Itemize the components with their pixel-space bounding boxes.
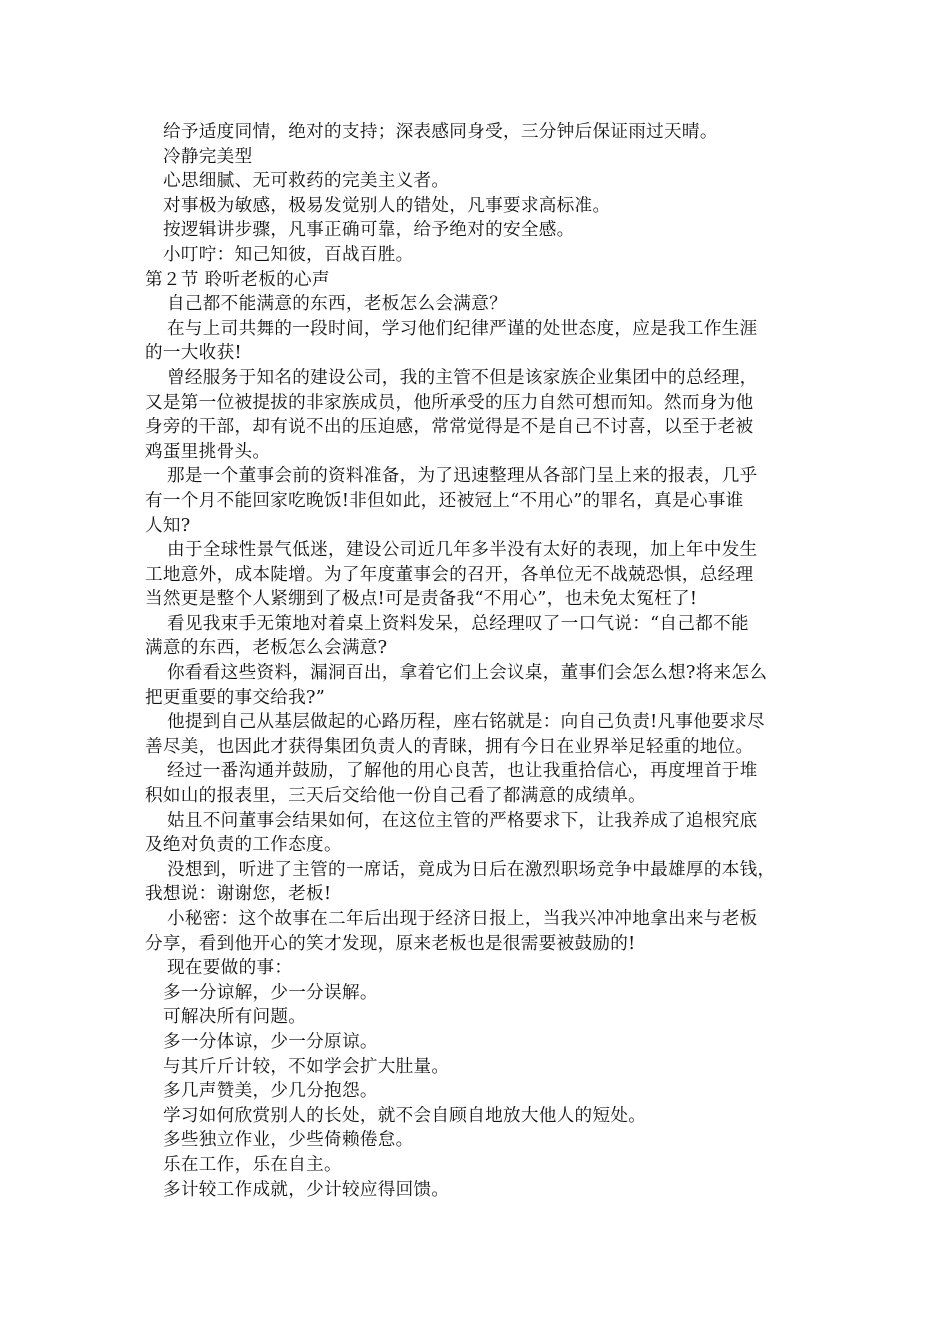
text-line: 姑且不问董事会结果如何，在这位主管的严格要求下，让我养成了追根究底 xyxy=(167,810,758,831)
section-heading: 第２节 聆听老板的心声 xyxy=(145,269,330,290)
text-line: 他提到自己从基层做起的心路历程，座右铭就是：向自己负责!凡事他要求尽 xyxy=(167,712,765,733)
text-line: 乐在工作，乐在自主。 xyxy=(163,1154,342,1175)
text-line: 冷静完美型 xyxy=(163,146,253,167)
text-line: 与其斤斤计较，不如学会扩大肚量。 xyxy=(163,1056,450,1077)
text-line: 有一个月不能回家吃晚饭!非但如此，还被冠上“不用心”的罪名，真是心事谁 xyxy=(145,490,744,511)
text-line: 多几声赞美，少几分抱怨。 xyxy=(163,1081,378,1102)
text-line: 可解决所有问题。 xyxy=(163,1007,307,1028)
text-line: 分享，看到他开心的笑才发现，原来老板也是很需要被鼓励的! xyxy=(145,933,636,954)
text-line: 积如山的报表里，三天后交给他一份自己看了都满意的成绩单。 xyxy=(145,786,647,807)
text-line: 多计较工作成就，少计较应得回馈。 xyxy=(163,1179,450,1200)
text-line: 鸡蛋里挑骨头。 xyxy=(145,441,271,462)
text-line: 小叮咛：知己知彼，百战百胜。 xyxy=(163,244,414,265)
text-line: 工地意外，成本陡增。为了年度董事会的召开，各单位无不战兢恐惧，总经理 xyxy=(145,564,754,585)
text-line: 看见我束手无策地对着桌上资料发呆，总经理叹了一口气说：“自己都不能 xyxy=(167,613,749,634)
text-line: 现在要做的事： xyxy=(167,958,293,979)
text-line: 小秘密：这个故事在二年后出现于经济日报上，当我兴冲冲地拿出来与老板 xyxy=(167,909,758,929)
text-line: 我想说：谢谢您，老板! xyxy=(145,884,332,905)
text-line: 及绝对负责的工作态度。 xyxy=(145,835,342,856)
text-line: 多一分体谅，少一分原谅。 xyxy=(163,1031,378,1052)
text-line: 又是第一位被提拔的非家族成员，他所承受的压力自然可想而知。然而身为他 xyxy=(145,392,754,413)
text-line: 对事极为敏感，极易发觉别人的错处，凡事要求高标准。 xyxy=(163,195,611,216)
text-line: 多些独立作业，少些倚赖倦怠。 xyxy=(163,1130,414,1151)
text-line: 由于全球性景气低迷，建设公司近几年多半没有太好的表现，加上年中发生 xyxy=(167,540,758,561)
text-line: 身旁的干部，却有说不出的压迫感，常常觉得是不是自己不讨喜，以至于老被 xyxy=(145,417,754,438)
text-line: 多一分谅解，少一分误解。 xyxy=(163,982,378,1003)
text-line: 当然更是整个人紧绷到了极点!可是责备我“不用心”，也未免太冤枉了! xyxy=(145,589,698,610)
text-line: 的一大收获! xyxy=(145,343,242,364)
text-line: 学习如何欣赏别人的长处，就不会自顾自地放大他人的短处。 xyxy=(163,1105,647,1126)
text-line: 人知? xyxy=(145,515,191,536)
text-line: 心思细腻、无可救药的完美主义者。 xyxy=(163,171,450,192)
text-line: 把更重要的事交给我?” xyxy=(145,687,326,708)
text-line: 按逻辑讲步骤，凡事正确可靠，给予绝对的安全感。 xyxy=(163,220,575,241)
text-line: 满意的东西，老板怎么会满意? xyxy=(145,638,388,659)
text-line: 自己都不能满意的东西，老板怎么会满意？ xyxy=(167,294,507,315)
text-line: 经过一番沟通并鼓励，了解他的用心良苦，也让我重拾信心，再度埋首于堆 xyxy=(167,761,758,782)
text-line: 曾经服务于知名的建设公司，我的主管不但是该家族企业集团中的总经理， xyxy=(167,367,758,388)
document-page xyxy=(0,120,950,1202)
text-line: 在与上司共舞的一段时间，学习他们纪律严谨的处世态度，应是我工作生涯 xyxy=(167,318,758,339)
text-line: 善尽美，也因此才获得集团负责人的青睐，拥有今日在业界举足轻重的地位。 xyxy=(145,736,754,757)
text-line: 给予适度同情，绝对的支持；深表感同身受，三分钟后保证雨过天晴。 xyxy=(163,122,718,142)
text-line: 你看看这些资料，漏洞百出，拿着它们上会议桌，董事们会怎么想?将来怎么 xyxy=(167,663,768,684)
text-line: 那是一个董事会前的资料准备，为了迅速整理从各部门呈上来的报表，几乎 xyxy=(167,466,758,487)
text-line: 没想到，听进了主管的一席话，竟成为日后在激烈职场竞争中最雄厚的本钱， xyxy=(167,859,776,880)
